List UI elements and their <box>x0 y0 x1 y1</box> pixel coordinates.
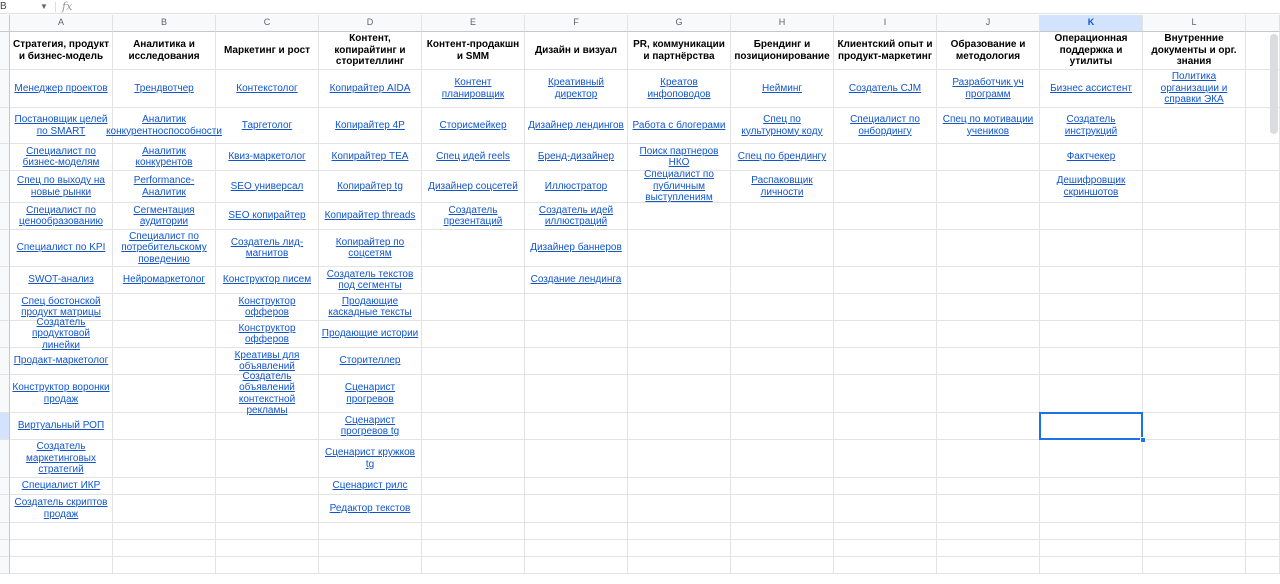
assistant-link[interactable]: Конструктор писем <box>216 267 319 294</box>
assistant-link[interactable]: Фактчекер <box>1040 144 1143 171</box>
category-header: Дизайн и визуал <box>525 32 628 70</box>
assistant-link[interactable]: Создатель текстов под сегменты <box>319 267 422 294</box>
assistant-link[interactable]: Специалист по ценообразованию <box>10 203 113 230</box>
assistant-link[interactable]: Спец по культурному коду <box>731 108 834 144</box>
assistant-link[interactable]: Нейминг <box>731 70 834 108</box>
empty-cell[interactable] <box>731 348 834 375</box>
empty-cell[interactable] <box>834 203 937 230</box>
assistant-link[interactable]: Создатель продуктовой линейки <box>10 321 113 348</box>
row-header[interactable] <box>0 321 10 348</box>
empty-cell[interactable] <box>113 375 216 413</box>
assistant-link[interactable]: Дизайнер соцсетей <box>422 171 525 203</box>
empty-cell[interactable] <box>937 375 1040 413</box>
empty-cell[interactable] <box>113 348 216 375</box>
empty-cell[interactable] <box>1143 171 1246 203</box>
empty-cell[interactable] <box>834 321 937 348</box>
assistant-link[interactable]: Иллюстратор <box>525 171 628 203</box>
empty-cell[interactable] <box>525 413 628 440</box>
assistant-link[interactable]: Создатель презентаций <box>422 203 525 230</box>
column-header-filler <box>1246 15 1280 32</box>
empty-cell[interactable] <box>628 540 731 557</box>
row-header[interactable] <box>0 478 10 495</box>
assistant-link[interactable]: Создатель инструкций <box>1040 108 1143 144</box>
assistant-link[interactable]: Аналитик конкурентноспособности <box>113 108 216 144</box>
assistant-link[interactable]: Контекстолог <box>216 70 319 108</box>
assistant-link[interactable]: Спец по выходу на новые рынки <box>10 171 113 203</box>
assistant-link[interactable]: Постановщик целей по SMART <box>10 108 113 144</box>
column-header-c[interactable]: C <box>216 15 319 32</box>
empty-cell[interactable] <box>937 348 1040 375</box>
empty-cell[interactable] <box>319 557 422 574</box>
empty-cell[interactable] <box>937 523 1040 540</box>
empty-cell[interactable] <box>937 144 1040 171</box>
category-header: Образование и методология <box>937 32 1040 70</box>
column-header-g[interactable]: G <box>628 15 731 32</box>
category-header: Маркетинг и рост <box>216 32 319 70</box>
empty-cell[interactable] <box>1246 321 1280 348</box>
formula-bar <box>0 0 1280 14</box>
empty-cell[interactable] <box>10 540 113 557</box>
empty-cell[interactable] <box>525 478 628 495</box>
empty-cell[interactable] <box>113 540 216 557</box>
empty-cell[interactable] <box>628 294 731 321</box>
empty-cell[interactable] <box>525 540 628 557</box>
empty-cell[interactable] <box>525 440 628 478</box>
row-header[interactable] <box>0 540 10 557</box>
fx-icon: fx <box>62 0 73 13</box>
assistant-link[interactable]: Сценарист рилс <box>319 478 422 495</box>
fill-handle[interactable] <box>1140 437 1146 443</box>
category-header: Брендинг и позиционирование <box>731 32 834 70</box>
row-header[interactable] <box>0 144 10 171</box>
column-header-j[interactable]: J <box>937 15 1040 32</box>
empty-cell[interactable] <box>834 540 937 557</box>
empty-cell[interactable] <box>1143 144 1246 171</box>
assistant-link[interactable]: Копирайтер по соцсетям <box>319 230 422 267</box>
empty-cell[interactable] <box>319 540 422 557</box>
empty-cell[interactable] <box>628 203 731 230</box>
empty-cell[interactable] <box>1246 267 1280 294</box>
empty-cell[interactable] <box>628 495 731 523</box>
empty-cell[interactable] <box>1246 540 1280 557</box>
row-header[interactable] <box>0 171 10 203</box>
divider <box>55 2 56 12</box>
empty-cell[interactable] <box>731 540 834 557</box>
assistant-link[interactable]: Поиск партнеров НКО <box>628 144 731 171</box>
empty-cell[interactable] <box>422 540 525 557</box>
assistant-link[interactable]: SWOT-анализ <box>10 267 113 294</box>
empty-cell[interactable] <box>113 321 216 348</box>
empty-cell[interactable] <box>422 348 525 375</box>
empty-cell[interactable] <box>628 267 731 294</box>
column-header-h[interactable]: H <box>731 15 834 32</box>
assistant-link[interactable]: Квиз-маркетолог <box>216 144 319 171</box>
empty-cell[interactable] <box>113 523 216 540</box>
assistant-link[interactable]: Распаковщик личности <box>731 171 834 203</box>
empty-cell[interactable] <box>525 294 628 321</box>
assistant-link[interactable]: Дизайнер баннеров <box>525 230 628 267</box>
row-header[interactable] <box>0 440 10 478</box>
empty-cell[interactable] <box>422 321 525 348</box>
assistant-link[interactable]: Создатель скриптов продаж <box>10 495 113 523</box>
empty-cell[interactable] <box>834 478 937 495</box>
assistant-link[interactable]: Специалист по KPI <box>10 230 113 267</box>
empty-cell[interactable] <box>937 413 1040 440</box>
empty-cell[interactable] <box>1040 267 1143 294</box>
assistant-link[interactable]: Performance-Аналитик <box>113 171 216 203</box>
assistant-link[interactable]: Создатель CJM <box>834 70 937 108</box>
empty-cell[interactable] <box>628 413 731 440</box>
row-header[interactable] <box>0 203 10 230</box>
assistant-link[interactable]: Продающие истории <box>319 321 422 348</box>
empty-cell[interactable] <box>1143 478 1246 495</box>
empty-cell[interactable] <box>731 294 834 321</box>
column-header-d[interactable]: D <box>319 15 422 32</box>
empty-cell[interactable] <box>422 495 525 523</box>
empty-cell[interactable] <box>216 413 319 440</box>
empty-cell[interactable] <box>1040 413 1143 440</box>
empty-cell[interactable] <box>834 348 937 375</box>
empty-cell[interactable] <box>1143 440 1246 478</box>
category-header: Аналитика и исследования <box>113 32 216 70</box>
row-header[interactable] <box>0 294 10 321</box>
assistant-link[interactable]: Продакт-маркетолог <box>10 348 113 375</box>
row-header[interactable] <box>0 495 10 523</box>
chevron-down-icon[interactable]: ▼ <box>40 2 48 11</box>
assistant-link[interactable]: Копирайтер 4P <box>319 108 422 144</box>
empty-cell[interactable] <box>937 294 1040 321</box>
assistant-link[interactable]: Сценарист прогревов tg <box>319 413 422 440</box>
assistant-link[interactable]: SEO копирайтер <box>216 203 319 230</box>
assistant-link[interactable]: Сценарист прогревов <box>319 375 422 413</box>
row-header[interactable] <box>0 523 10 540</box>
empty-cell[interactable] <box>1040 294 1143 321</box>
column-header-l[interactable]: L <box>1143 15 1246 32</box>
empty-cell[interactable] <box>319 523 422 540</box>
row-header[interactable] <box>0 108 10 144</box>
row-header[interactable] <box>0 32 10 70</box>
empty-cell[interactable] <box>731 203 834 230</box>
empty-cell[interactable] <box>216 440 319 478</box>
empty-cell[interactable] <box>937 540 1040 557</box>
empty-cell[interactable] <box>834 495 937 523</box>
empty-cell[interactable] <box>113 495 216 523</box>
assistant-link[interactable]: Сценарист кружков tg <box>319 440 422 478</box>
empty-cell[interactable] <box>834 144 937 171</box>
empty-cell[interactable] <box>1040 375 1143 413</box>
empty-cell[interactable] <box>1040 478 1143 495</box>
assistant-link[interactable]: Создатель идей иллюстраций <box>525 203 628 230</box>
assistant-link[interactable]: Виртуальный РОП <box>10 413 113 440</box>
empty-cell[interactable] <box>937 495 1040 523</box>
empty-cell[interactable] <box>1143 348 1246 375</box>
empty-cell[interactable] <box>525 348 628 375</box>
column-header-i[interactable]: I <box>834 15 937 32</box>
empty-cell[interactable] <box>525 495 628 523</box>
assistant-link[interactable]: Специалист по бизнес-моделям <box>10 144 113 171</box>
empty-cell[interactable] <box>422 523 525 540</box>
assistant-link[interactable]: Продающие каскадные тексты <box>319 294 422 321</box>
row-header[interactable] <box>0 230 10 267</box>
empty-cell[interactable] <box>10 557 113 574</box>
empty-cell[interactable] <box>1246 144 1280 171</box>
empty-cell[interactable] <box>216 523 319 540</box>
assistant-link[interactable]: Спец идей reels <box>422 144 525 171</box>
assistant-link[interactable]: Работа с блогерами <box>628 108 731 144</box>
assistant-link[interactable]: Создание лендинга <box>525 267 628 294</box>
empty-cell[interactable] <box>422 440 525 478</box>
empty-cell[interactable] <box>834 413 937 440</box>
empty-cell[interactable] <box>731 321 834 348</box>
empty-cell[interactable] <box>628 557 731 574</box>
empty-cell[interactable] <box>113 557 216 574</box>
column-header-b[interactable]: B <box>113 15 216 32</box>
assistant-link[interactable]: Спец бостонской продукт матрицы <box>10 294 113 321</box>
assistant-link[interactable]: Редактор текстов <box>319 495 422 523</box>
assistant-link[interactable]: Нейромаркетолог <box>113 267 216 294</box>
empty-cell[interactable] <box>731 523 834 540</box>
empty-cell[interactable] <box>628 375 731 413</box>
empty-cell[interactable] <box>1143 523 1246 540</box>
empty-cell[interactable] <box>731 413 834 440</box>
assistant-link[interactable]: Конструктор офферов <box>216 294 319 321</box>
empty-cell[interactable] <box>1143 294 1246 321</box>
empty-cell[interactable] <box>834 523 937 540</box>
empty-cell[interactable] <box>937 321 1040 348</box>
assistant-link[interactable]: Дизайнер лендингов <box>525 108 628 144</box>
category-header: Операционная поддержка и утилиты <box>1040 32 1143 70</box>
assistant-link[interactable]: Таргетолог <box>216 108 319 144</box>
empty-cell[interactable] <box>834 440 937 478</box>
assistant-link[interactable]: Копирайтер threads <box>319 203 422 230</box>
empty-cell[interactable] <box>1143 540 1246 557</box>
assistant-link[interactable]: Конструктор офферов <box>216 321 319 348</box>
empty-cell[interactable] <box>216 478 319 495</box>
assistant-link[interactable]: Креативный директор <box>525 70 628 108</box>
category-header: PR, коммуникации и партнёрства <box>628 32 731 70</box>
empty-cell[interactable] <box>1040 495 1143 523</box>
assistant-link[interactable]: Копирайтер TEA <box>319 144 422 171</box>
column-header-e[interactable]: E <box>422 15 525 32</box>
empty-cell[interactable] <box>1246 230 1280 267</box>
assistant-link[interactable]: Дешифровщик скриншотов <box>1040 171 1143 203</box>
assistant-link[interactable]: Специалист по потребительскому поведению <box>113 230 216 267</box>
empty-cell[interactable] <box>834 171 937 203</box>
assistant-link[interactable]: Спец по брендингу <box>731 144 834 171</box>
assistant-link[interactable]: Креативы для объявлений <box>216 348 319 375</box>
empty-cell[interactable] <box>628 523 731 540</box>
column-header-a[interactable]: A <box>10 15 113 32</box>
column-header-f[interactable]: F <box>525 15 628 32</box>
empty-cell[interactable] <box>937 267 1040 294</box>
assistant-link[interactable]: Копирайтер AIDA <box>319 70 422 108</box>
empty-cell[interactable] <box>731 375 834 413</box>
assistant-link[interactable]: Политика организации и справки ЭКА <box>1143 70 1246 108</box>
name-box[interactable]: B <box>0 1 7 12</box>
empty-cell[interactable] <box>731 495 834 523</box>
assistant-link[interactable]: Разработчик уч программ <box>937 70 1040 108</box>
empty-cell[interactable] <box>525 523 628 540</box>
empty-cell[interactable] <box>113 413 216 440</box>
empty-cell[interactable] <box>216 557 319 574</box>
empty-cell[interactable] <box>1246 348 1280 375</box>
empty-cell[interactable] <box>1246 171 1280 203</box>
assistant-link[interactable]: Создатель маркетинговых стратегий <box>10 440 113 478</box>
empty-cell[interactable] <box>628 348 731 375</box>
empty-cell[interactable] <box>525 375 628 413</box>
assistant-link[interactable]: Спец по мотивации учеников <box>937 108 1040 144</box>
empty-cell[interactable] <box>422 375 525 413</box>
row-header[interactable] <box>0 557 10 574</box>
empty-cell[interactable] <box>1143 267 1246 294</box>
empty-cell[interactable] <box>834 230 937 267</box>
empty-cell[interactable] <box>1040 523 1143 540</box>
empty-cell[interactable] <box>1143 413 1246 440</box>
empty-cell[interactable] <box>937 171 1040 203</box>
empty-cell[interactable] <box>1143 375 1246 413</box>
empty-cell[interactable] <box>731 230 834 267</box>
assistant-link[interactable]: Бизнес ассистент <box>1040 70 1143 108</box>
empty-cell[interactable] <box>1246 478 1280 495</box>
empty-cell[interactable] <box>1246 294 1280 321</box>
empty-cell[interactable] <box>1143 321 1246 348</box>
column-header-k[interactable]: K <box>1040 15 1143 32</box>
empty-cell[interactable] <box>422 478 525 495</box>
empty-cell[interactable] <box>628 321 731 348</box>
empty-cell[interactable] <box>834 557 937 574</box>
empty-cell[interactable] <box>1143 495 1246 523</box>
empty-cell[interactable] <box>1246 523 1280 540</box>
empty-cell[interactable] <box>113 294 216 321</box>
row-header[interactable] <box>0 267 10 294</box>
empty-cell[interactable] <box>731 440 834 478</box>
assistant-link[interactable]: Создатель объявлений контекстной рекламы <box>216 375 319 413</box>
category-header: Контент, копирайтинг и сторителлинг <box>319 32 422 70</box>
assistant-link[interactable]: Сегментация аудитории <box>113 203 216 230</box>
empty-cell[interactable] <box>1246 413 1280 440</box>
category-header: Контент-продакшн и SMM <box>422 32 525 70</box>
empty-cell[interactable] <box>422 413 525 440</box>
empty-cell[interactable] <box>422 294 525 321</box>
empty-cell[interactable] <box>834 267 937 294</box>
empty-cell[interactable] <box>731 557 834 574</box>
empty-cell[interactable] <box>937 230 1040 267</box>
empty-cell[interactable] <box>525 557 628 574</box>
empty-cell[interactable] <box>1040 440 1143 478</box>
empty-cell[interactable] <box>1246 203 1280 230</box>
assistant-link[interactable]: Менеджер проектов <box>10 70 113 108</box>
vertical-scrollbar[interactable] <box>1270 34 1278 134</box>
empty-cell[interactable] <box>628 478 731 495</box>
empty-cell[interactable] <box>731 267 834 294</box>
assistant-link[interactable]: Сторисмейкер <box>422 108 525 144</box>
empty-cell[interactable] <box>216 540 319 557</box>
assistant-link[interactable]: Конструктор воронки продаж <box>10 375 113 413</box>
assistant-link[interactable]: Бренд-дизайнер <box>525 144 628 171</box>
empty-cell[interactable] <box>1143 203 1246 230</box>
empty-cell[interactable] <box>10 523 113 540</box>
select-all-corner[interactable] <box>0 15 10 32</box>
empty-cell[interactable] <box>1246 557 1280 574</box>
empty-cell[interactable] <box>1246 495 1280 523</box>
category-header: Стратегия, продукт и бизнес-модель <box>10 32 113 70</box>
category-header: Клиентский опыт и продукт-маркетинг <box>834 32 937 70</box>
empty-cell[interactable] <box>1040 348 1143 375</box>
assistant-link[interactable]: Создатель лид-магнитов <box>216 230 319 267</box>
assistant-link[interactable]: Сторителлер <box>319 348 422 375</box>
empty-cell[interactable] <box>937 557 1040 574</box>
empty-cell[interactable] <box>1040 557 1143 574</box>
empty-cell[interactable] <box>113 440 216 478</box>
empty-cell[interactable] <box>422 230 525 267</box>
empty-cell[interactable] <box>834 294 937 321</box>
empty-cell[interactable] <box>1040 230 1143 267</box>
empty-cell[interactable] <box>937 440 1040 478</box>
empty-cell[interactable] <box>731 478 834 495</box>
assistant-link[interactable]: Копирайтер tg <box>319 171 422 203</box>
empty-cell[interactable] <box>834 375 937 413</box>
assistant-link[interactable]: Контент планировщик <box>422 70 525 108</box>
empty-cell[interactable] <box>1040 540 1143 557</box>
assistant-link[interactable]: SEO универсал <box>216 171 319 203</box>
assistant-link[interactable]: Креатов инфоповодов <box>628 70 731 108</box>
assistant-link[interactable]: Специалист по онбордингу <box>834 108 937 144</box>
empty-cell[interactable] <box>1143 230 1246 267</box>
empty-cell[interactable] <box>216 495 319 523</box>
empty-cell[interactable] <box>1040 203 1143 230</box>
row-header[interactable] <box>0 348 10 375</box>
empty-cell[interactable] <box>937 203 1040 230</box>
empty-cell[interactable] <box>937 478 1040 495</box>
assistant-link[interactable]: Специалист по публичным выступлениям <box>628 171 731 203</box>
empty-cell[interactable] <box>628 230 731 267</box>
assistant-link[interactable]: Трендвотчер <box>113 70 216 108</box>
row-header[interactable] <box>0 375 10 413</box>
row-header[interactable] <box>0 70 10 108</box>
assistant-link[interactable]: Аналитик конкурентов <box>113 144 216 171</box>
row-header[interactable] <box>0 413 10 440</box>
empty-cell[interactable] <box>113 478 216 495</box>
empty-cell[interactable] <box>422 267 525 294</box>
assistant-link[interactable]: Специалист ИКР <box>10 478 113 495</box>
empty-cell[interactable] <box>422 557 525 574</box>
empty-cell[interactable] <box>1246 375 1280 413</box>
empty-cell[interactable] <box>1143 108 1246 144</box>
empty-cell[interactable] <box>1143 557 1246 574</box>
empty-cell[interactable] <box>1246 440 1280 478</box>
category-header: Внутренние документы и орг. знания <box>1143 32 1246 70</box>
empty-cell[interactable] <box>1040 321 1143 348</box>
empty-cell[interactable] <box>628 440 731 478</box>
empty-cell[interactable] <box>525 321 628 348</box>
